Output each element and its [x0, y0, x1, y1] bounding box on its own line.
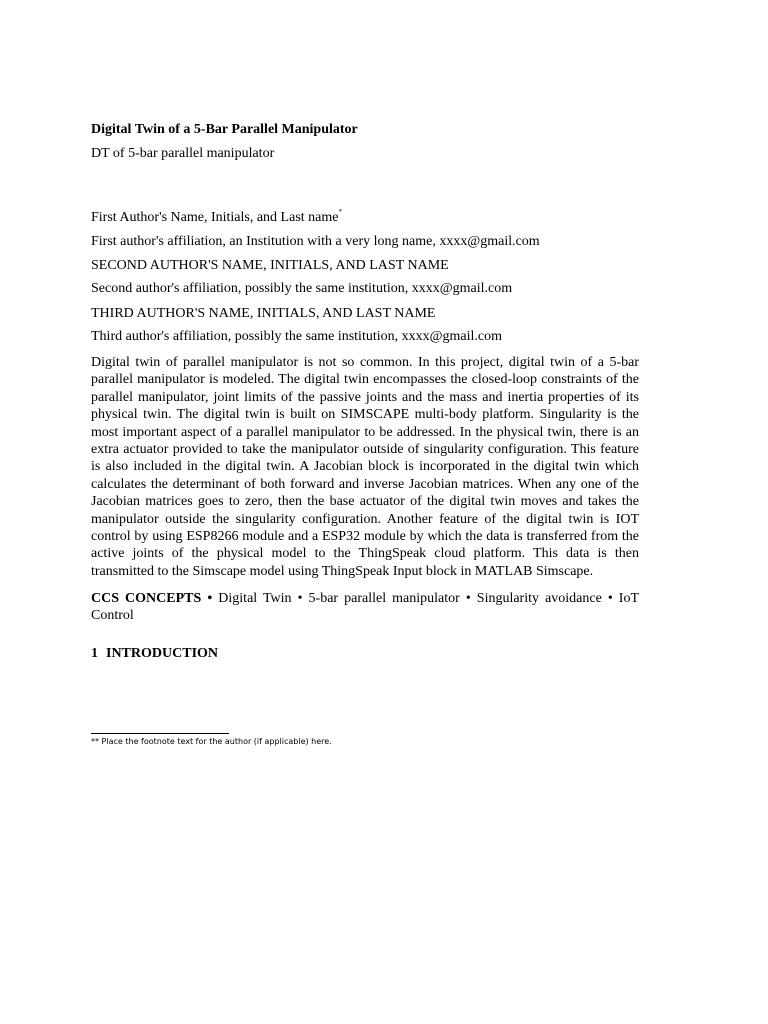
footnote: ** Place the footnote text for the author (if applicable) here. — [91, 737, 332, 746]
paper-short-title: DT of 5-bar parallel manipulator — [91, 146, 275, 161]
section-number: 1 — [91, 646, 98, 661]
author-1-affiliation: First author's affiliation, an Institution with a very long name, xxxx@gmail.com — [91, 234, 540, 249]
author-3-affiliation: Third author's affiliation, possibly the same institution, xxxx@gmail.com — [91, 329, 502, 344]
author-2-affiliation: Second author's affiliation, possibly the same institution, xxxx@gmail.com — [91, 281, 513, 296]
paper-title: Digital Twin of a 5-Bar Parallel Manipulator — [91, 122, 358, 137]
ccs-concepts-separator: • — [207, 591, 213, 606]
author-1-footnote-marker: * — [338, 208, 342, 216]
ccs-concepts-label: CCS CONCEPTS — [91, 591, 202, 606]
author-2-name: SECOND AUTHOR'S NAME, INITIALS, AND LAST NAME — [91, 258, 449, 273]
author-3-name: THIRD AUTHOR'S NAME, INITIALS, AND LAST NAME — [91, 306, 436, 321]
abstract: Digital twin of parallel manipulator is not so common. In this project, digital twin of a 5-bar parallel manipulator is modeled. The digital twin encompasses the closed-loop constraints of the parallel manipulator, joint limits of the passive joints and the mass and inertia properties of its physical twin. The digital twin is built on SIMSCAPE multi-body platform. Singularity is the most important aspect of a parallel manipulator to be addressed. In the physical twin, there is an extra actuator provided to take the manipulator outside of singularity configuration. This feature is also included in the digital twin. A Jacobian block is incorporated in the digital twin which calculates the determinant of both forward and inverse Jacobian matrices. When any one of the Jacobian matrices goes to zero, then the base actuator of the digital twin moves and takes the manipulator outside the singularity configuration. Another feature of the digital twin is IOT control by using ESP8266 module and a ESP32 module by which the data is transferred from the active joints of the physical model to the ThingSpeak cloud platform. This data is then transmitted to the Simscape model using ThingSpeak Input block in MATLAB Simscape. — [91, 355, 639, 579]
ccs-concepts-text: Digital Twin • 5-bar parallel manipulator • Singularity avoidance • IoT Control — [91, 591, 640, 624]
ccs-concepts — [91, 590, 639, 625]
section-title: INTRODUCTION — [106, 646, 219, 661]
author-1-name-text: First Author's Name, Initials, and Last name — [91, 210, 339, 225]
author-1-name — [91, 209, 639, 226]
footnote-separator — [91, 733, 229, 734]
section-heading — [91, 645, 218, 662]
